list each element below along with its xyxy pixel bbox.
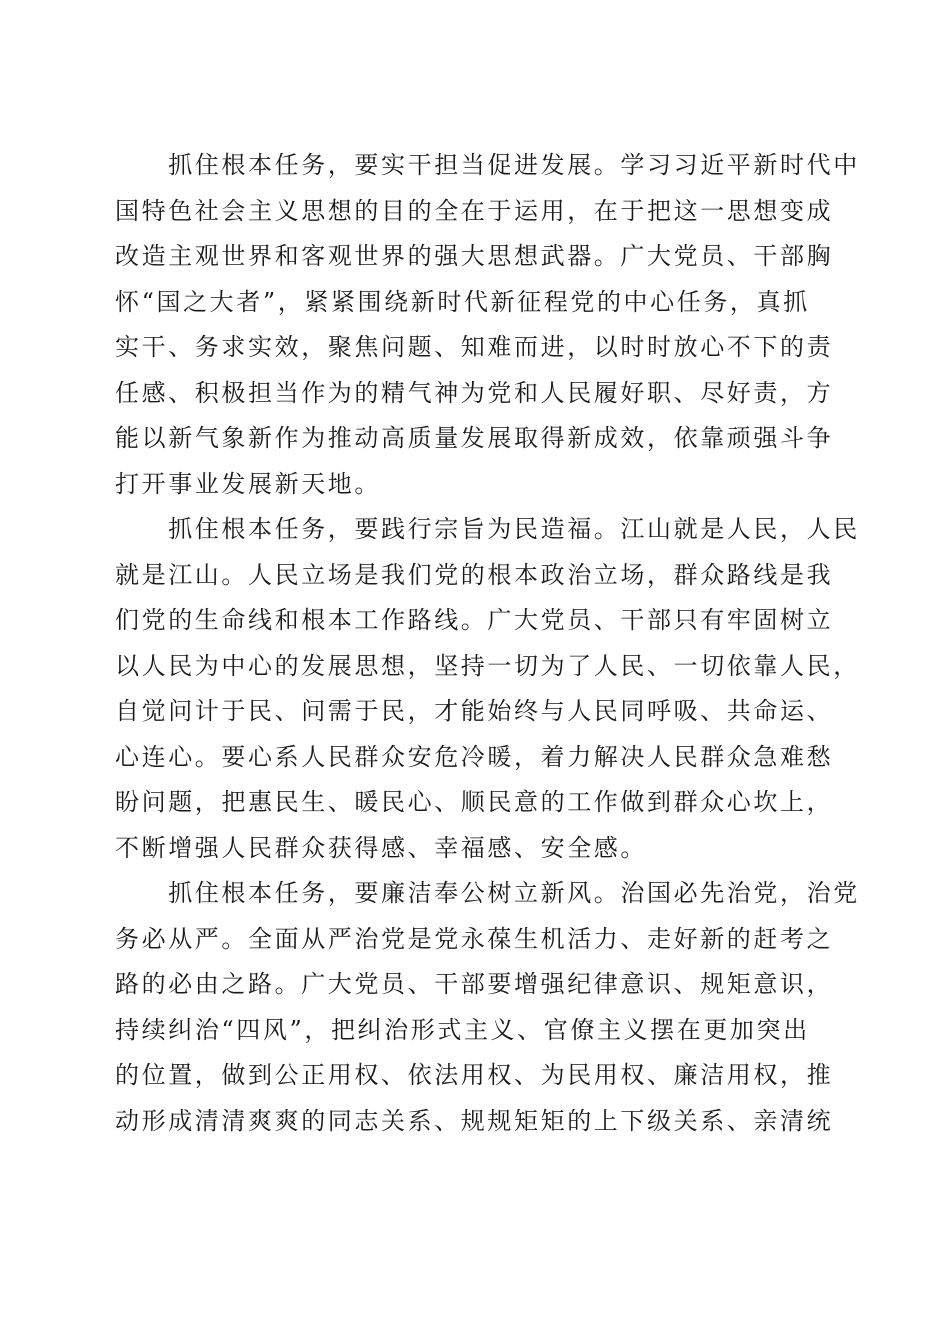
text-line: 动形成清清爽爽的同志关系、规规矩矩的上下级关系、亲清统 [115,1106,834,1135]
text-line: 就是江山。人民立场是我们党的根本政治立场，群众路线是我 [115,560,834,589]
text-line: 抓住根本任务，要践行宗旨为民造福。江山就是人民，人民 [115,515,860,543]
text-line: 抓住根本任务，要廉洁奉公树立新风。治国必先治党，治党 [115,879,860,907]
text-line: 们党的生命线和根本工作路线。广大党员、干部只有牢固树立 [115,606,834,634]
text-line: 任感、积极担当作为的精气神为党和人民履好职、尽好责，方 [115,378,834,407]
document-body [115,143,860,1144]
text-line: 自觉问计于民、问需于民，才能始终与人民同呼吸、共命运、 [115,697,834,725]
text-line: 路的必由之路。广大党员、干部要增强纪律意识、规矩意识， [115,970,834,998]
text-line: 持续纠治“四风”，把纠治形式主义、官僚主义摆在更加突出 [115,1015,810,1044]
text-line: 改造主观世界和客观世界的强大思想武器。广大党员、干部胸 [115,242,834,270]
text-line: 的位置，做到公正用权、依法用权、为民用权、廉洁用权，推 [115,1061,834,1089]
text-line: 实干、务求实效，聚焦问题、知难而进，以时时放心不下的责 [115,333,834,361]
text-line: 不断增强人民群众获得感、幸福感、安全感。 [115,833,647,862]
paragraph-1 [115,143,860,507]
text-line: 务必从严。全面从严治党是党永葆生机活力、走好新的赶考之 [115,924,834,953]
paragraph-3 [115,871,860,1144]
text-line: 能以新气象新作为推动高质量发展取得新成效，依靠顽强斗争 [115,424,834,452]
text-line: 盼问题，把惠民生、暖民心、顺民意的工作做到群众心坎上， [115,788,834,816]
text-line: 以人民为中心的发展思想，坚持一切为了人民、一切依靠人民， [115,651,860,680]
text-line: 打开事业发展新天地。 [115,469,381,498]
text-line: 抓住根本任务，要实干担当促进发展。学习习近平新时代中 [115,151,860,179]
text-line: 国特色社会主义思想的目的全在于运用，在于把这一思想变成 [115,196,834,225]
text-line: 怀“国之大者”，紧紧围绕新时代新征程党的中心任务，真抓 [115,287,810,316]
text-line: 心连心。要心系人民群众安危冷暖，着力解决人民群众急难愁 [115,742,834,771]
paragraph-2 [115,507,860,871]
